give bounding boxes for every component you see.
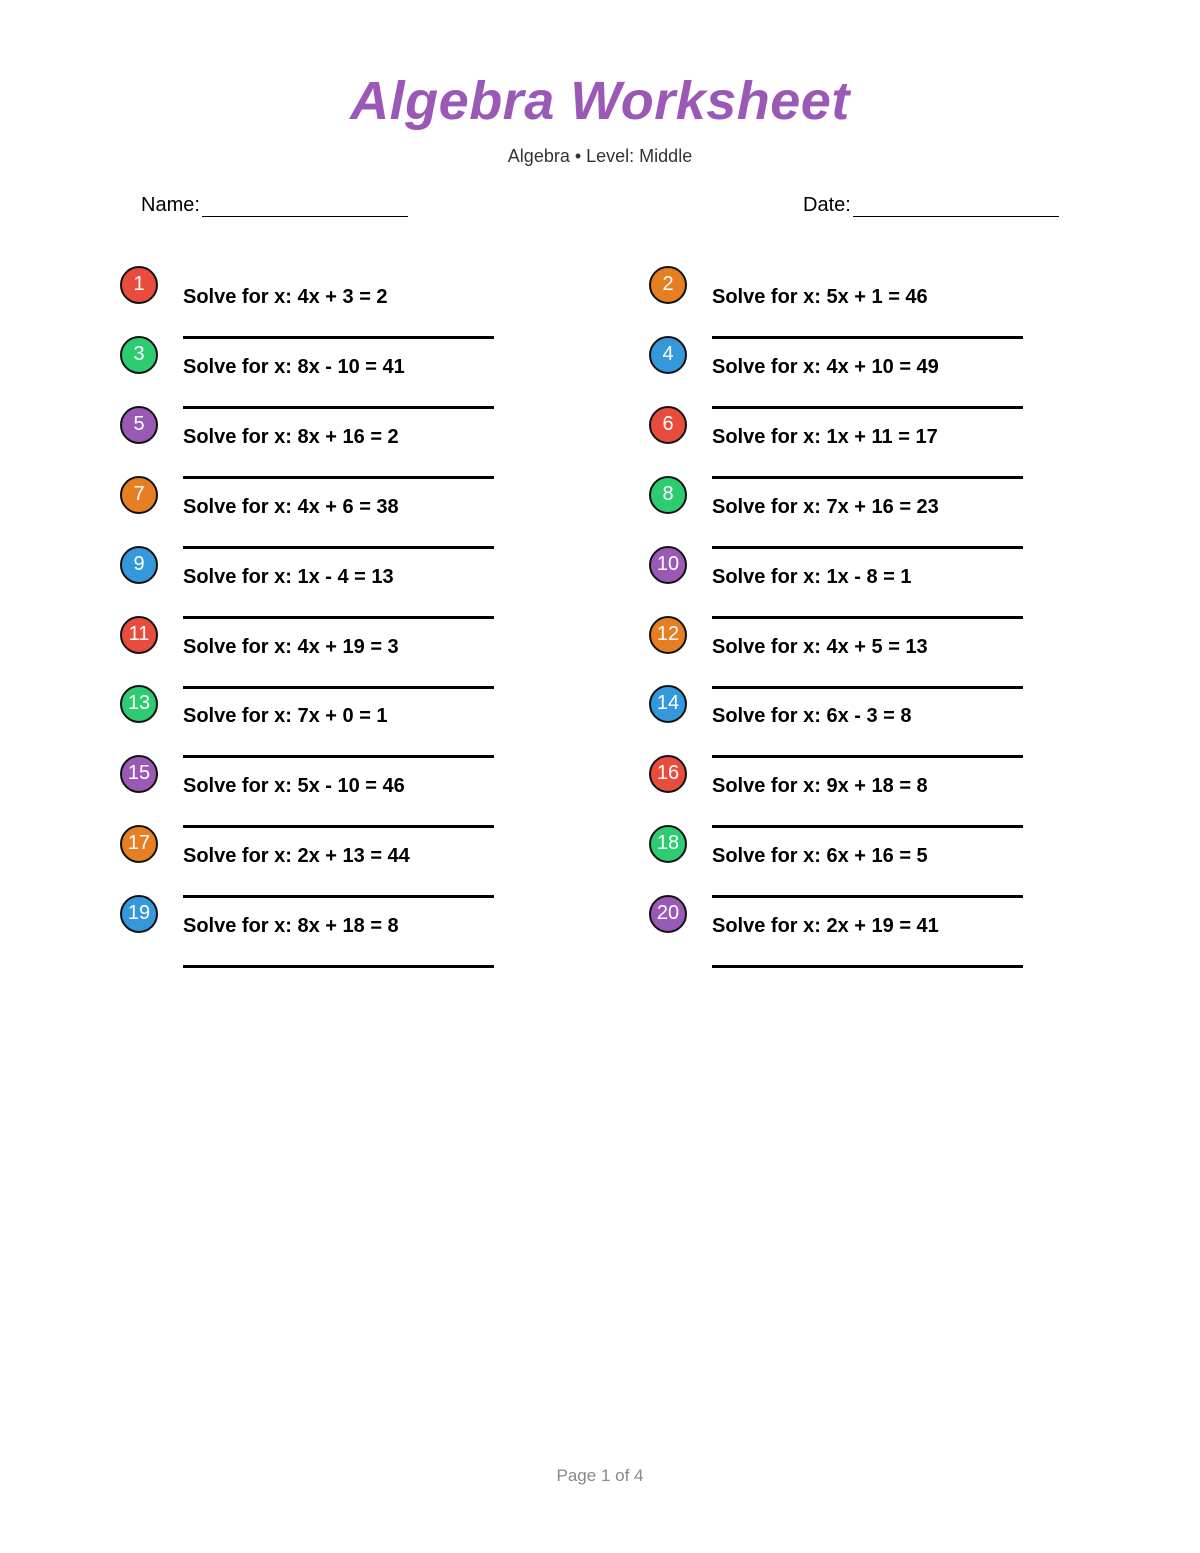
- problem-number-badge: 18: [649, 825, 687, 863]
- problem-question: Solve for x: 6x - 3 = 8: [712, 705, 912, 727]
- problem-item: [649, 476, 1069, 546]
- problem-item: [649, 406, 1069, 476]
- problem-question: Solve for x: 8x - 10 = 41: [183, 356, 405, 378]
- problem-item: [649, 336, 1069, 406]
- problem-number-badge: 12: [649, 616, 687, 654]
- problem-item: [649, 895, 1069, 965]
- page-number: Page 1 of 4: [556, 1466, 644, 1485]
- problem-number-badge: 15: [120, 755, 158, 793]
- problem-number-badge: 20: [649, 895, 687, 933]
- problem-number-badge: 17: [120, 825, 158, 863]
- problem-number-badge: 10: [649, 546, 687, 584]
- problem-question: Solve for x: 1x - 8 = 1: [712, 566, 912, 588]
- problem-number-badge: 14: [649, 685, 687, 723]
- problem-question: Solve for x: 2x + 19 = 41: [712, 915, 939, 937]
- name-blank-line: [202, 196, 408, 217]
- problem-item: [120, 546, 540, 616]
- problem-item: [120, 685, 540, 755]
- problem-number-badge: 7: [120, 476, 158, 514]
- problem-number-badge: 19: [120, 895, 158, 933]
- problem-question: Solve for x: 4x + 19 = 3: [183, 636, 399, 658]
- problem-number-badge: 3: [120, 336, 158, 374]
- problem-question: Solve for x: 7x + 0 = 1: [183, 705, 388, 727]
- problem-number-badge: 6: [649, 406, 687, 444]
- problem-item: [120, 895, 540, 965]
- problem-item: [120, 266, 540, 336]
- worksheet-subtitle: Algebra • Level: Middle: [507, 146, 693, 166]
- problem-question: Solve for x: 9x + 18 = 8: [712, 775, 928, 797]
- problem-question: Solve for x: 2x + 13 = 44: [183, 845, 410, 867]
- problem-number-badge: 13: [120, 685, 158, 723]
- date-label: Date:: [803, 194, 851, 216]
- problem-item: [120, 755, 540, 825]
- problem-item: [649, 755, 1069, 825]
- problem-question: Solve for x: 8x + 18 = 8: [183, 915, 399, 937]
- problem-number-badge: 9: [120, 546, 158, 584]
- problem-question: Solve for x: 4x + 3 = 2: [183, 286, 388, 308]
- answer-line: [183, 965, 494, 968]
- problem-question: Solve for x: 8x + 16 = 2: [183, 426, 399, 448]
- problem-question: Solve for x: 7x + 16 = 23: [712, 496, 939, 518]
- problem-number-badge: 8: [649, 476, 687, 514]
- problem-item: [120, 406, 540, 476]
- date-blank-line: [853, 196, 1059, 217]
- problem-item: [120, 476, 540, 546]
- problem-number-badge: 4: [649, 336, 687, 374]
- problem-number-badge: 5: [120, 406, 158, 444]
- problem-question: Solve for x: 1x - 4 = 13: [183, 566, 394, 588]
- name-field: [141, 193, 408, 217]
- problem-question: Solve for x: 4x + 5 = 13: [712, 636, 928, 658]
- problem-item: [649, 825, 1069, 895]
- problem-item: [120, 825, 540, 895]
- problem-item: [120, 616, 540, 686]
- problem-question: Solve for x: 6x + 16 = 5: [712, 845, 928, 867]
- problem-question: Solve for x: 5x - 10 = 46: [183, 775, 405, 797]
- problem-item: [649, 546, 1069, 616]
- problem-question: Solve for x: 1x + 11 = 17: [712, 426, 938, 448]
- problem-number-badge: 11: [120, 616, 158, 654]
- problem-item: [649, 266, 1069, 336]
- problem-item: [649, 616, 1069, 686]
- problem-number-badge: 16: [649, 755, 687, 793]
- problem-question: Solve for x: 5x + 1 = 46: [712, 286, 928, 308]
- problem-number-badge: 2: [649, 266, 687, 304]
- name-label: Name:: [141, 194, 200, 216]
- worksheet-title: Algebra Worksheet: [350, 71, 850, 131]
- date-field: [803, 193, 1059, 217]
- problem-item: [120, 336, 540, 406]
- problem-number-badge: 1: [120, 266, 158, 304]
- problem-question: Solve for x: 4x + 6 = 38: [183, 496, 399, 518]
- problem-item: [649, 685, 1069, 755]
- answer-line: [712, 965, 1023, 968]
- problem-question: Solve for x: 4x + 10 = 49: [712, 356, 939, 378]
